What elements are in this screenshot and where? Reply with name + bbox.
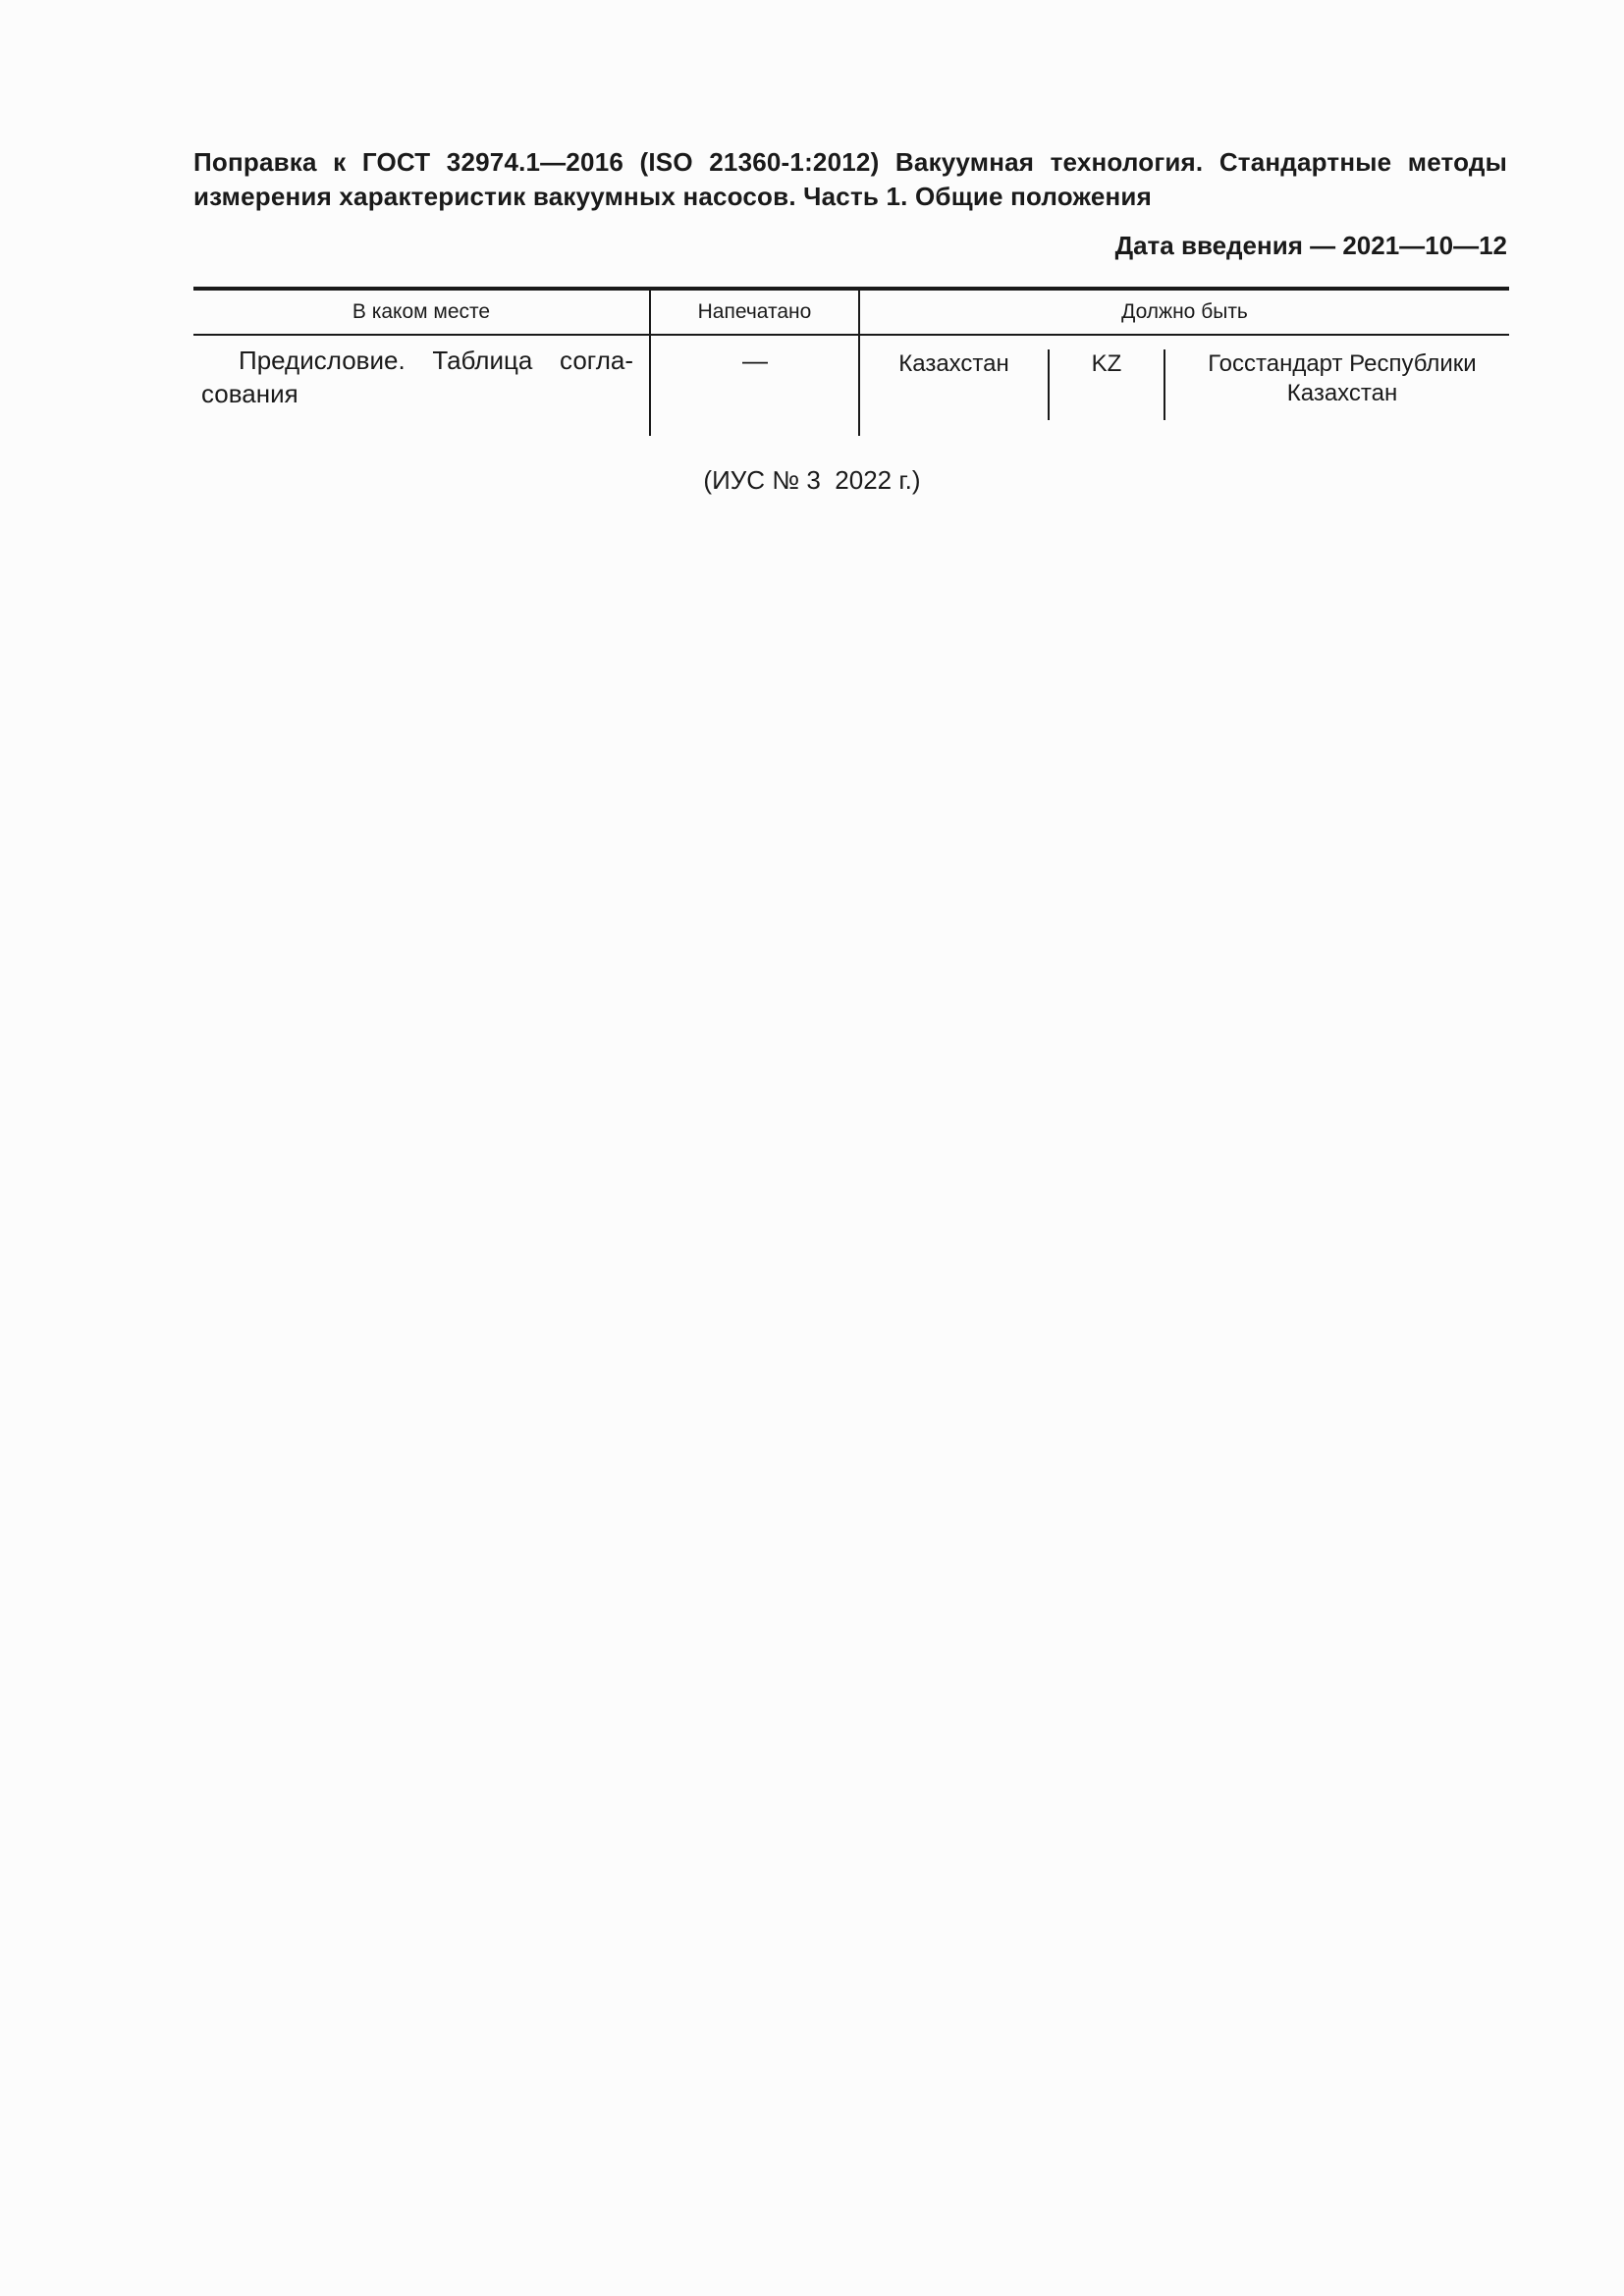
- header-should-be: Должно быть: [1121, 300, 1248, 323]
- cell-place: Предисловие. Таблица согласования: [201, 346, 633, 408]
- publication-reference: (ИУС № 3 2022 г.): [703, 465, 921, 495]
- header-place: В каком месте: [352, 300, 491, 323]
- cell-country: Казахстан: [898, 350, 1009, 377]
- cell-printed: —: [742, 346, 768, 375]
- header-printed: Напечатано: [697, 300, 812, 323]
- effective-date: Дата введения — 2021—10—12: [1114, 231, 1507, 260]
- subcolumn-divider: [1164, 349, 1165, 420]
- document-title: Поправка к ГОСТ 32974.1—2016 (ISO 21360-1:2012) Вакуумная технология. Стандартные методы измерения характеристик вакуумных насосов. Часть 1. Общие положения: [193, 147, 1507, 211]
- table-header-rule: [193, 334, 1509, 336]
- corrections-table: [193, 287, 1509, 436]
- cell-country-code: KZ: [1091, 350, 1122, 377]
- cell-organization: Госстандарт Республики Казахстан: [1208, 350, 1477, 406]
